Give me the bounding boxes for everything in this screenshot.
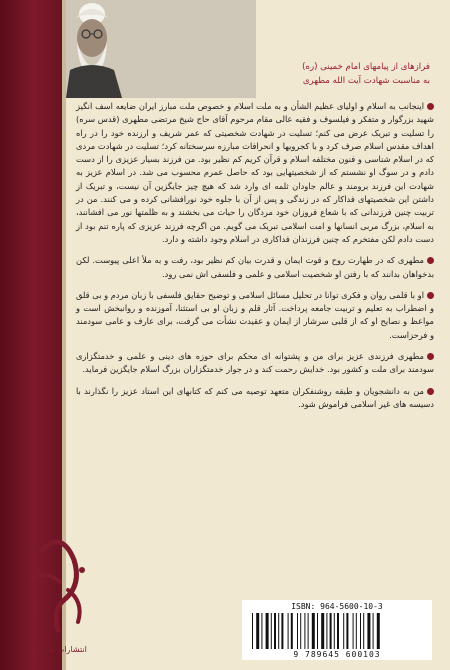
barcode-bar [278,613,279,649]
paragraph: من به دانشجویان و طبقه روشنفکران متعهد توصیه می کنم که کتابهای این استاد عزیز را نگذارند با دسیسه های غیر اسلامی فراموش شود. [76,385,434,409]
barcode [250,613,424,649]
barcode-bar [353,613,354,649]
paragraph: مطهری فرزندی عزیز برای من و پشتوانه ای محکم برای حوزه های دینی و علمی و خدمتگزاری سودمند برای ملت و کشور بود. خدایش رحمت کند و در جوار خدمتگزاران بزرگ اسلام جایگزین فرماید. [76,351,434,375]
isbn-barcode-block [242,600,432,660]
barcode-bar [337,613,339,649]
barcode-bar [334,613,335,649]
barcode-bar [356,613,357,649]
barcode-bar [297,613,298,649]
barcode-bar [304,613,305,649]
barcode-bar [308,613,309,649]
barcode-bar [317,613,318,649]
barcode-bar [363,613,364,649]
barcode-bar [274,613,276,649]
paragraph: اینجانب به اسلام و اولیای عظیم الشأن و به ملت اسلام و خصوص ملت مبارز ایران ضایعه اسف انگیز شهید بزرگوار و متفکر و فیلسوف و فقیه عالی مقام مرحوم آقای حاج شیخ مرتضی مطهری (قدس سره) را تسلیت و تبریک عرض می کنم؛ تسلیت در شهادت شخصیتی که عمر شریف و ارزنده خود را در راه اهداف مقدس اسلام صرف کرد و با کجرویها و انحرافات مبارزه سرسختانه کرد؛ تسلیت در شهادت مردی که در اسلام شناسی و فنون مختلفه اسلام و قرآن کریم کم نظیر بود. من فرزند بسیار عزیزی را از دست دادم و در سوگ او نشستم که از شخصیتهایی بود که حاصل عمرم محسوب می شد. در اسلام عزیز به شهادت این فرزند برومند و عالم جاودان ثلمه ای وارد شد که هیچ چیز جایگزین آن نیست، و تبریک از داشتن این شخصیتهای فداکار که در زندگی و پس از آن با جلوه خود نورافشانی کرده و می کنند. من در تربیت چنین فرزندانی که با شعاع فروزان خود مردگان را حیات می بخشند و به ظلمتها نور می افشانند، به اسلام، بزرگ مربی انسانها و امت اسلامی تبریک می گویم. من اگرچه فرزند عزیزی که پاره تنم بود از دست دادم لکن مفتخرم که چنین فرزندان فداکاری در اسلام وجود داشته و دارد. [76,101,434,244]
barcode-bar [261,613,262,649]
barcode-bar [256,613,259,649]
barcode-bar [326,613,327,649]
barcode-bar [291,613,293,649]
barcode-bar [312,613,315,649]
barcode-bar [281,613,283,649]
barcode-bar [321,613,324,649]
heading-line-1: فرازهای از پیامهای امام خمینی (ره) [302,62,430,72]
barcode-number: 9 789645 600103 [293,650,381,659]
paragraph: مطهری که در طهارت روح و قوت ایمان و قدرت بیان کم نظیر بود، رفت و به ملأ اعلی پیوست. لکن بدخواهان بدانند که با رفتن او شخصیت اسلامی و علمی و فلسفی اش نمی رود. [76,255,434,279]
barcode-bar [330,613,332,649]
barcode-bar [373,613,374,649]
barcode-bar [300,613,301,649]
author-portrait [66,0,256,98]
barcode-bar [266,613,269,649]
barcode-bar [252,613,253,649]
logo-text: انتشارات صدرا [37,645,87,654]
barcode-bar [343,613,344,649]
bullet-icon [427,388,434,395]
publisher-logo-icon [12,530,112,660]
isbn-label: ISBN: 964-5600-10-3 [291,602,383,611]
bullet-icon [427,353,434,360]
bullet-icon [427,257,434,264]
bullet-icon [427,292,434,299]
barcode-bar [346,613,348,649]
cover-body-text [76,100,434,419]
barcode-bar [367,613,370,649]
paragraph: او با قلمی روان و فکری توانا در تحلیل مسائل اسلامی و توضیح حقایق فلسفی با زبان مردم و بی قلق و اضطراب به تعلیم و تربیت جامعه پرداخت. آثار قلم و زبان او بی استثنا، آموزنده و روانبخش است و مواعظ و نصایح او که از قلبی سرشار از ایمان و عقیدت نشأت می گرفت، برای عارف و عامی سودمند و فرحزاست. [76,289,434,340]
bullet-icon [427,103,434,110]
barcode-bar [360,613,361,649]
barcode-bar [377,613,380,649]
cover-heading [260,60,430,88]
barcode-bar [271,613,272,649]
heading-line-2: به مناسبت شهادت آیت الله مطهری [302,76,430,86]
barcode-bar [288,613,289,649]
